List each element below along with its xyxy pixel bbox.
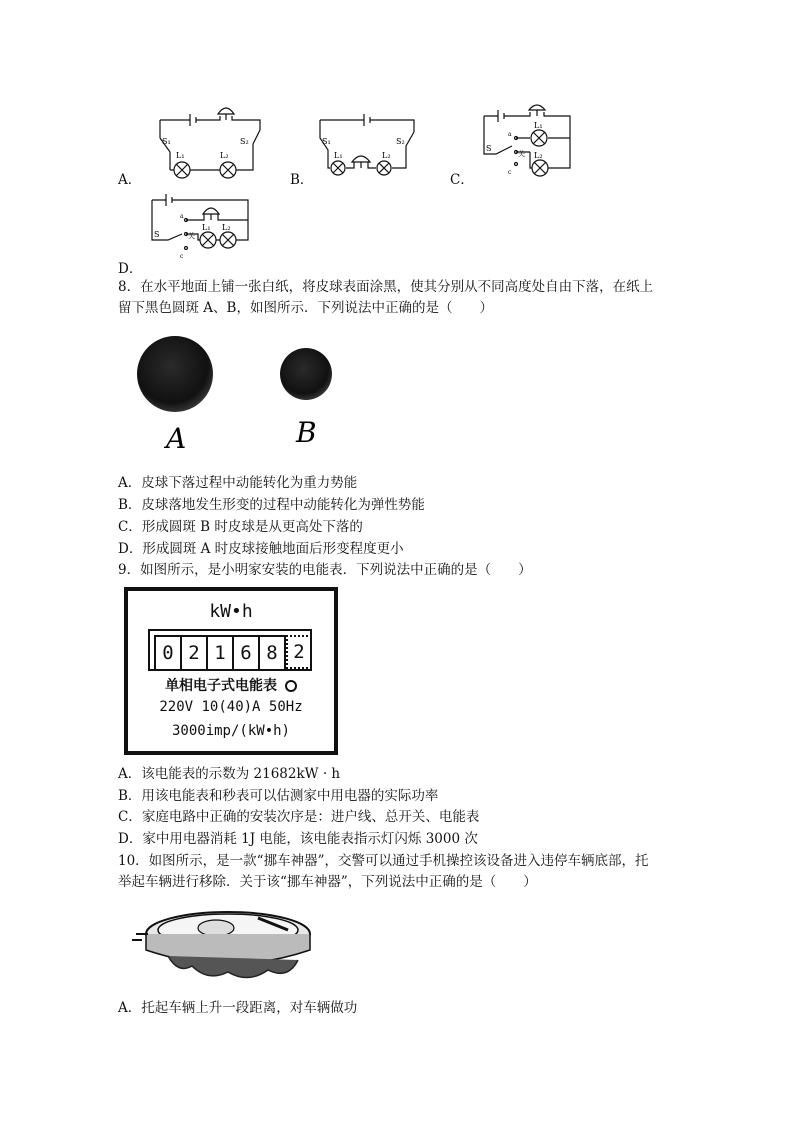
meter-digits (154, 635, 284, 671)
q10-option-a: A．托起车辆上升一段距离，对车辆做功 (118, 1000, 358, 1016)
q8-option-c: C．形成圆斑 B 时皮球是从更高处下落的 (118, 519, 363, 535)
meter-spec1: 220V 10(40)A 50Hz (159, 699, 303, 715)
car-mover-device-photo (128, 904, 318, 992)
meter-digit: 1 (206, 635, 234, 671)
meter-digit: 0 (154, 635, 182, 671)
meter-indicator-icon (285, 680, 297, 692)
q10-stem-line2: 举起车辆进行移除．关于该“挪车神器”，下列说法中正确的是（ ） (118, 874, 537, 890)
spot-b (280, 348, 332, 400)
circuit-diagram-d (142, 190, 262, 262)
label-l2: L₂ (382, 151, 391, 160)
circuit-diagram-a (150, 100, 270, 180)
circuit-diagram-b (310, 110, 430, 180)
label-a: a (180, 213, 184, 220)
label-l1: L₁ (334, 151, 343, 160)
q9-option-a: A．该电能表的示数为 21682kW · h (118, 766, 341, 782)
label-l2: L₂ (534, 151, 543, 160)
q8-stem-line2: 留下黑色圆斑 A、B，如图所示．下列说法中正确的是（ ） (118, 300, 493, 316)
label-l2: L₂ (220, 151, 229, 160)
spot-b-label: B (296, 416, 317, 449)
q8-option-b: B．皮球落地发生形变的过程中动能转化为弹性势能 (118, 497, 425, 513)
label-switch: 关 (188, 232, 195, 240)
q8-option-a: A．皮球下落过程中动能转化为重力势能 (118, 475, 358, 491)
meter-name: 单相电子式电能表 (165, 678, 278, 694)
spot-a-label: A (166, 422, 187, 455)
option-c-label: C． (450, 172, 474, 188)
q8-stem-line1: 8．在水平地面上铺一张白纸，将皮球表面涂黑，使其分别从不同高度处自由下落，在纸上 (118, 279, 654, 295)
label-s: S (486, 144, 492, 153)
option-d-label: D． (118, 261, 143, 277)
option-a-label: A． (118, 172, 142, 188)
label-s2: S₂ (240, 137, 249, 146)
meter-digit: 6 (232, 635, 260, 671)
q9-stem: 9．如图所示，是小明家安装的电能表．下列说法中正确的是（ ） (118, 562, 532, 578)
label-l1: L₁ (176, 151, 185, 160)
q9-option-c: C．家庭电路中正确的安装次序是：进户线、总开关、电能表 (118, 809, 480, 825)
label-s1: S₁ (162, 137, 171, 146)
meter-digit: 2 (180, 635, 208, 671)
label-l1: L₁ (534, 121, 543, 130)
ball-spots-figure (130, 330, 350, 460)
label-a: a (508, 131, 512, 138)
meter-spec2: 3000imp/(kW•h) (171, 723, 290, 739)
label-l1: L₁ (202, 223, 211, 232)
label-s: S (154, 230, 160, 239)
circuit-diagram-c (478, 98, 578, 180)
q9-option-b: B．用该电能表和秒表可以估测家中用电器的实际功率 (118, 788, 439, 804)
meter-digit: 8 (258, 635, 286, 671)
label-s2: S₂ (396, 137, 405, 146)
label-switch: 关 (518, 150, 525, 158)
q9-option-d: D．家中用电器消耗 1J 电能，该电能表指示灯闪烁 3000 次 (118, 831, 478, 847)
meter-unit: kW•h (209, 601, 253, 622)
q8-option-d: D．形成圆斑 A 时皮球接触地面后形变程度更小 (118, 541, 404, 557)
energy-meter-figure (124, 587, 338, 755)
q10-stem-line1: 10．如图所示，是一款“挪车神器”，交警可以通过手机操控该设备进入违停车辆底部，托 (118, 853, 649, 869)
meter-decimal-digit: 2 (286, 635, 312, 669)
label-c: c (508, 169, 512, 176)
label-s1: S₁ (322, 137, 331, 146)
option-b-label: B． (290, 172, 314, 188)
label-l2: L₂ (222, 223, 231, 232)
spot-a (137, 336, 213, 412)
label-c: c (180, 253, 184, 260)
